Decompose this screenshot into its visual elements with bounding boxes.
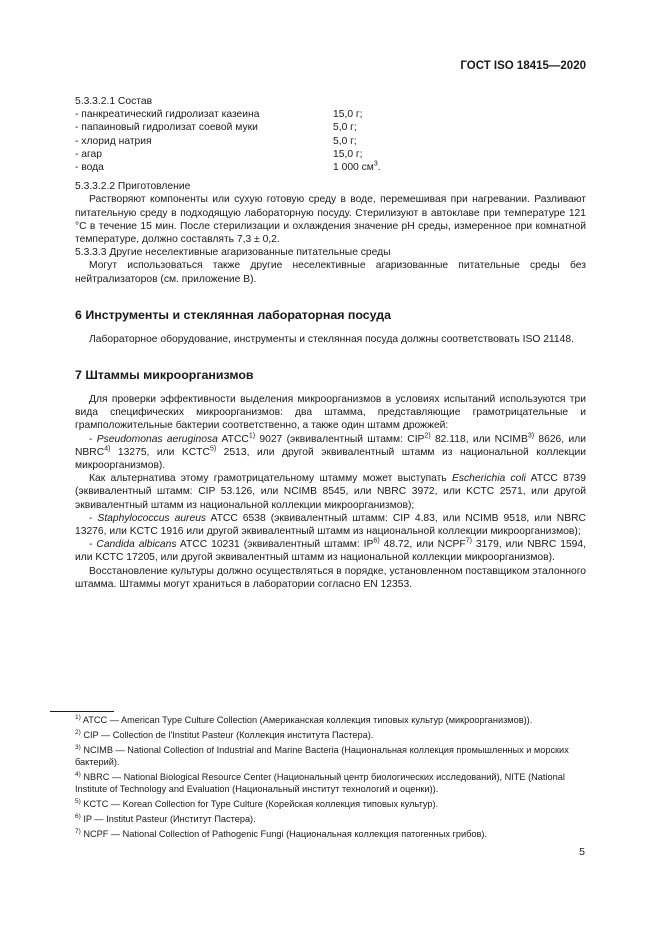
section-7-title: 7 Штаммы микроорганизмов — [75, 368, 254, 383]
composition-heading: 5.3.3.2.1 Состав — [75, 96, 153, 107]
component-amount: 15,0 г; — [333, 109, 363, 121]
section-6-title: 6 Инструменты и стеклянная лабораторная посуда — [75, 307, 391, 322]
composition-row — [75, 135, 586, 148]
footnote: $^{3)}$ NCIMB — National Collection of Industrial and Marine Bacteria (Национальная коллекция промышленных и морских бактерий). — [75, 743, 569, 767]
footnote: $^{2)}$ CIP — Collection de l'Institut Pasteur (Коллекция института Пастера). — [75, 728, 374, 740]
component-amount: 5,0 г; — [333, 122, 357, 134]
footnote: $^{1)}$ ATCC — American Type Culture Collection (Американская коллекция типовых культур (микроорганизмов)). — [75, 713, 533, 725]
component-name: - панкреатический гидролизат казеина — [75, 109, 260, 121]
section-7-intro: Для проверки эффективности выделения микроорганизмов в условиях испытаний используются три вида специфических микроорганизмов: два штамма, представляющие грамотрицательные и грамположительные бактерии соответственно, а также один штамм дрожжей: — [75, 394, 586, 432]
document-header: ГОСТ ISO 18415—2020 — [460, 60, 586, 72]
component-name: - папаиновый гидролизат соевой муки — [75, 122, 258, 134]
strain-pseudomonas: - Pseudomonas aeruginosa ATCC$^{1)}$ 9027 (эквивалентный штамм: CIP$^{2)}$ 82.118, или NCIMB$^{3)}$ 8626, или NBRC$^{4)}$ 13275, или KCTC$^{5)}$ 2513, или другой эквивалентный штамм из национальной коллекции микроорганизмов). — [75, 432, 586, 472]
document-body — [75, 95, 586, 591]
composition-row — [75, 148, 586, 161]
section-6-text: Лабораторное оборудование, инструменты и стеклянная посуда должны соответствовать ISO 21148. — [89, 333, 574, 345]
preparation-heading: 5.3.3.2.2 Приготовление — [75, 181, 191, 193]
footnotes — [75, 714, 586, 843]
composition-row — [75, 121, 586, 134]
strain-ecoli: Как альтернатива этому грамотрицательному штамму может выступать Escherichia coli ATCC 8739 (эквивалентный штамм: CIP 53.126, или NCIMB 8545, или NBRC 3972, или KCTC 2571, или другой эквивалентный штамм из национальной коллекции микроорганизмов); — [75, 473, 586, 511]
strain-staphylococcus: - Staphylococcus aureus ATCC 6538 (эквивалентный штамм: CIP 4.83, или NCIMB 9518, или NBRC 13276, или KCTC 1916 или другой эквивалентный штамм из национальной коллекции микроорганизмов); — [75, 512, 586, 538]
footnote: $^{5)}$ KCTC — Korean Collection for Type Culture (Корейская коллекция типовых культур). — [75, 797, 439, 809]
preparation-text: Растворяют компоненты или сухую готовую среду в воде, перемешивая при нагревании. Разливают питательную среду в подходящую лабораторную посуду. Стерилизуют в автоклаве при температуре 121 °С в течение 15 мин. После стерилизации и охлаждения значение pH среды, измеренное при комнатной температуре, должно составлять 7,3 ± 0,2. — [75, 194, 586, 246]
other-media-text: Могут использоваться также другие неселективные агаризованные питательные среды без нейтрализаторов (см. приложение В). — [75, 260, 586, 285]
other-media-heading: 5.3.3.3 Другие неселективные агаризованные питательные среды — [75, 247, 391, 259]
footnote: $^{4)}$ NBRC — National Biological Resource Center (Национальный центр биологических исследований), NITE (National Institute of Technology and Evaluation (Национальный институт технологий и оценки)). — [75, 770, 565, 794]
strain-candida: - Candida albicans ATCC 10231 (эквивалентный штамм: IP$^{6)}$ 48.72, или NCPF$^{7)}$ 3179, или NBRC 1594, или KCTC 17205, или другой эквивалентный штамм из национальной коллекции микроорганизмов). — [75, 537, 586, 564]
component-amount: 1 000 $см^3$. — [333, 160, 381, 174]
component-name: - вода — [75, 162, 104, 174]
culture-restoration-text: Восстановление культуры должно осуществляться в порядке, установленном поставщиком эталонного штамма. Штаммы могут храниться в лаборатории согласно EN 12353. — [75, 565, 586, 590]
component-name: - хлорид натрия — [75, 135, 152, 147]
component-amount: 5,0 г; — [333, 135, 357, 147]
composition-row — [75, 161, 586, 174]
footnote: $^{6)}$ IP — Institut Pasteur (Институт Пастера). — [75, 812, 256, 824]
composition-row — [75, 108, 586, 121]
component-amount: 15,0 г; — [333, 148, 363, 160]
composition-list — [75, 108, 586, 174]
component-name: - агар — [75, 148, 102, 160]
footnote-divider — [50, 711, 114, 712]
footnote: $^{7)}$ NCPF — National Collection of Pathogenic Fungi (Национальная коллекция патогенных грибов). — [75, 827, 487, 839]
page-number: 5 — [579, 846, 585, 858]
